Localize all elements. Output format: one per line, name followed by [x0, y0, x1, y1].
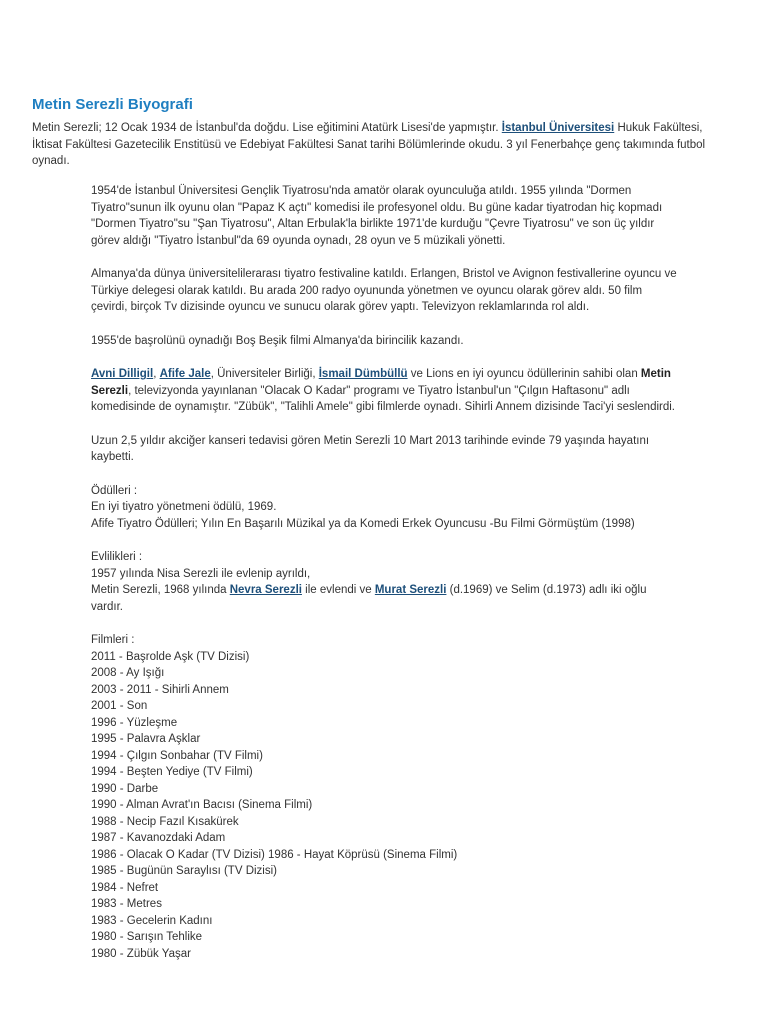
- award-item: En iyi tiyatro yönetmeni ödülü, 1969.: [91, 501, 277, 513]
- link-murat-serezli[interactable]: Murat Serezli: [374, 584, 447, 596]
- paragraph-theatre-career: 1954'de İstanbul Üniversitesi Gençlik Tiyatrosu'nda amatör olarak oyunculuğa atıldı. 1955 yılında "Dormen Tiyatro"sunun ilk oyunu olan "Papaz K açtı" komedisi ile profesyonel oldu. Bu güne kadar tiyatrodan hiç kopmadı "Dormen Tiyatro"su "Şan Tiyatrosu", Altan Erbulak'la birlikte 1971'de kurduğu "Çevre Tiyatrosu" ve son üç yıldır görev aldığı "Tiyatro İstanbul"da 69 oyunda oynadı, 28 oyun ve 5 müzikali yönetti.: [91, 185, 663, 247]
- films-heading: Filmleri :: [91, 634, 135, 646]
- biography-body: [91, 183, 681, 962]
- film-list-item: 1995 - Palavra Aşklar: [91, 733, 201, 745]
- section-awards: [91, 483, 681, 533]
- film-list-item: 1980 - Zübük Yaşar: [91, 947, 191, 960]
- link-nevra-serezli[interactable]: Nevra Serezli: [229, 584, 302, 596]
- film-list-item: 1994 - Çılgın Sonbahar (TV Filmi): [91, 749, 263, 762]
- film-list-item: 1990 - Alman Avrat'ın Bacısı (Sinema Filmi): [91, 799, 313, 811]
- intro-paragraph: [32, 120, 722, 170]
- film-list-item: 2003 - 2011 - Sihirli Annem: [91, 683, 229, 696]
- text-universiteler: , Üniversiteler Birliği,: [210, 368, 319, 380]
- paragraph-festivals: Almanya'da dünya üniversitelilerarası tiyatro festivaline katıldı. Erlangen, Bristol ve Avignon festivallerine oyuncu ve Türkiye delegesi olarak katıldı. Bu arada 200 radyo oyununda yönetmen ve oyuncu olarak görev aldı. 50 film çevirdi, birçok Tv dizisinde oyuncu ve sunucu olarak görev yaptı. Televizyon reklamlarında rol aldı.: [91, 268, 677, 313]
- marriage-item: 1957 yılında Nisa Serezli ile evlenip ayrıldı,: [91, 567, 311, 580]
- text-separator: ,: [153, 368, 160, 380]
- film-list-item: 1984 - Nefret: [91, 881, 159, 894]
- film-list-item: 2011 - Başrolde Aşk (TV Dizisi): [91, 650, 250, 663]
- link-avni-dilligil[interactable]: Avni Dilligil: [91, 368, 154, 380]
- link-afife-jale[interactable]: Afife Jale: [159, 368, 211, 380]
- section-marriages: [91, 549, 681, 615]
- paragraph-bos-besik: 1955'de başrolünü oynadığı Boş Beşik filmi Almanya'da birincilik kazandı.: [91, 334, 464, 347]
- link-istanbul-universitesi[interactable]: İstanbul Üniversitesi: [501, 122, 615, 134]
- text-lions: ve Lions en iyi oyuncu ödüllerinin sahibi olan: [407, 368, 641, 380]
- film-list-item: 1987 - Kavanozdaki Adam: [91, 832, 226, 844]
- film-list-item: 1985 - Bugünün Saraylısı (TV Dizisi): [91, 865, 277, 877]
- text-tv-programs: , televizyonda yayınlanan "Olacak O Kadar" programı ve Tiyatro İstanbul'un "Çılgın Haftasonu" adlı komedisinde de oynamıştır. "Zübük", "Talihli Amele" gibi filmlerde oynadı. Sihirli Annem dizisinde Taci'yi seslendirdi.: [91, 384, 676, 413]
- marriage-item-2: [91, 582, 681, 615]
- marriage-text-3: (d.1969) ve Selim (d.1973) adlı iki oğlu vardır.: [91, 584, 647, 613]
- film-list-item: 1983 - Metres: [91, 898, 162, 910]
- film-list-item: 1988 - Necip Fazıl Kısakürek: [91, 815, 239, 828]
- marriages-heading: Evlilikleri :: [91, 551, 143, 563]
- award-item: Afife Tiyatro Ödülleri; Yılın En Başarılı Müzikal ya da Komedi Erkek Oyuncusu -Bu Filmi Görmüştüm (1998): [91, 517, 635, 530]
- paragraph-awards-tv: [91, 366, 681, 416]
- film-list-item: 1983 - Gecelerin Kadını: [91, 914, 213, 927]
- section-films: [91, 632, 681, 962]
- film-list-item: 2001 - Son: [91, 700, 148, 712]
- intro-text-1: Metin Serezli; 12 Ocak 1934 de İstanbul'da doğdu. Lise eğitimini Atatürk Lisesi'de yapmıştır.: [32, 122, 502, 134]
- page-title: Metin Serezli Biyografi: [32, 96, 193, 113]
- marriage-text-2: ile evlendi ve: [301, 584, 375, 596]
- link-ismail-dumbullu[interactable]: İsmail Dümbüllü: [318, 368, 408, 380]
- film-list-item: 1996 - Yüzleşme: [91, 716, 178, 729]
- film-list-item: 2008 - Ay Işığı: [91, 667, 165, 679]
- paragraph-death: Uzun 2,5 yıldır akciğer kanseri tedavisi gören Metin Serezli 10 Mart 2013 tarihinde evinde 79 yaşında hayatını kaybetti.: [91, 434, 650, 463]
- intro-text-2: Hukuk Fakültesi, İktisat Fakültesi Gazetecilik Enstitüsü ve Edebiyat Fakültesi Sanat tarihi Bölümlerinde okudu. 3 yıl Fenerbahçe genç takımında futbol oynadı.: [32, 122, 706, 167]
- film-list-item: 1994 - Beşten Yediye (TV Filmi): [91, 766, 253, 778]
- film-list-item: 1980 - Sarışın Tehlike: [91, 931, 203, 943]
- film-list-item: 1986 - Olacak O Kadar (TV Dizisi) 1986 - Hayat Köprüsü (Sinema Filmi): [91, 848, 458, 861]
- bold-name: Metin Serezli: [91, 368, 671, 397]
- marriage-text-1: Metin Serezli, 1968 yılında: [91, 584, 230, 596]
- film-list-item: 1990 - Darbe: [91, 782, 159, 795]
- awards-heading: Ödülleri :: [91, 484, 138, 497]
- film-list: [91, 649, 681, 963]
